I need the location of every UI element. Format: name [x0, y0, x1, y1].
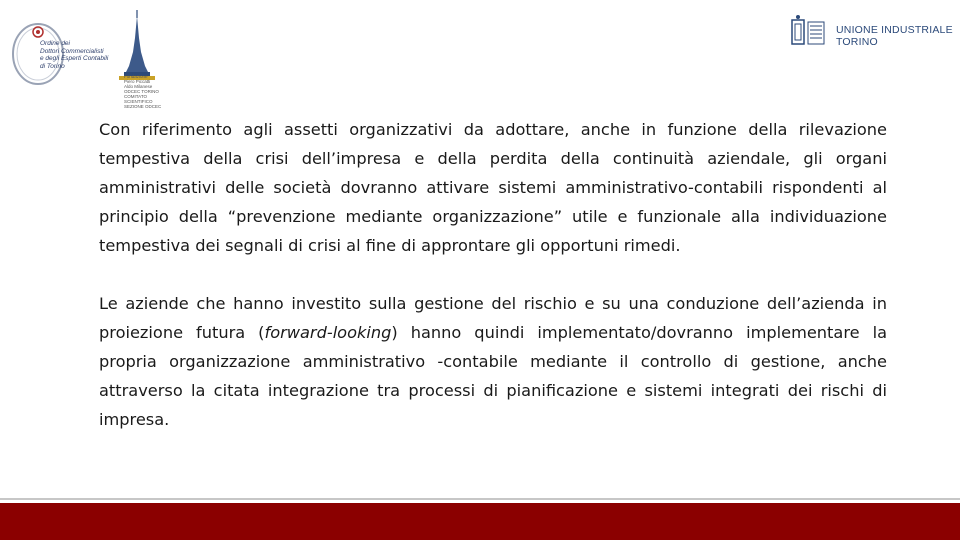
footer-bar	[0, 503, 960, 540]
unione-industriale-logo-text: UNIONE INDUSTRIALE TORINO	[836, 24, 953, 48]
paragraph-assetti-organizzativi: Con riferimento agli assetti organizzativi da adottare, anche in funzione della rilevazione tempestiva della crisi dell’impresa e della perdita della continuità aziendale, gli organi amministrativi delle società dovranno attivare sistemi amministrativo-contabili rispondenti al principio della “prevenzione mediante organizzazione” utile e funzionale alla individuazione tempestiva dei segnali di crisi al fine di approntare gli opportuni rimedi.	[99, 120, 887, 255]
forward-looking-term: forward-looking	[264, 323, 392, 342]
unione-industriale-icon	[788, 14, 828, 50]
mole-logo-text: Fondazione Piero Piccatti Aldo Milanese ODCEC TORINO COMITATO SCIENTIFICO SEZIONE ODCEC	[124, 74, 162, 109]
slide-content	[99, 115, 887, 434]
footer-divider	[0, 498, 960, 500]
paragraph-gestione-rischio: Le aziende che hanno investito sulla gestione del rischio e su una conduzione dell’azienda in proiezione futura (forward-looking) hanno quindi implementato/dovranno implementare la propria organizzazione amministrativo -contabile mediante il controllo di gestione, anche attraverso la citata integrazione tra processi di pianificazione e sistemi integrati dei rischi di impresa.	[99, 294, 887, 429]
odcec-logo-text: Ordine dei Dottori Commercialisti e degli Esperti Contabili di Torino	[40, 40, 109, 70]
